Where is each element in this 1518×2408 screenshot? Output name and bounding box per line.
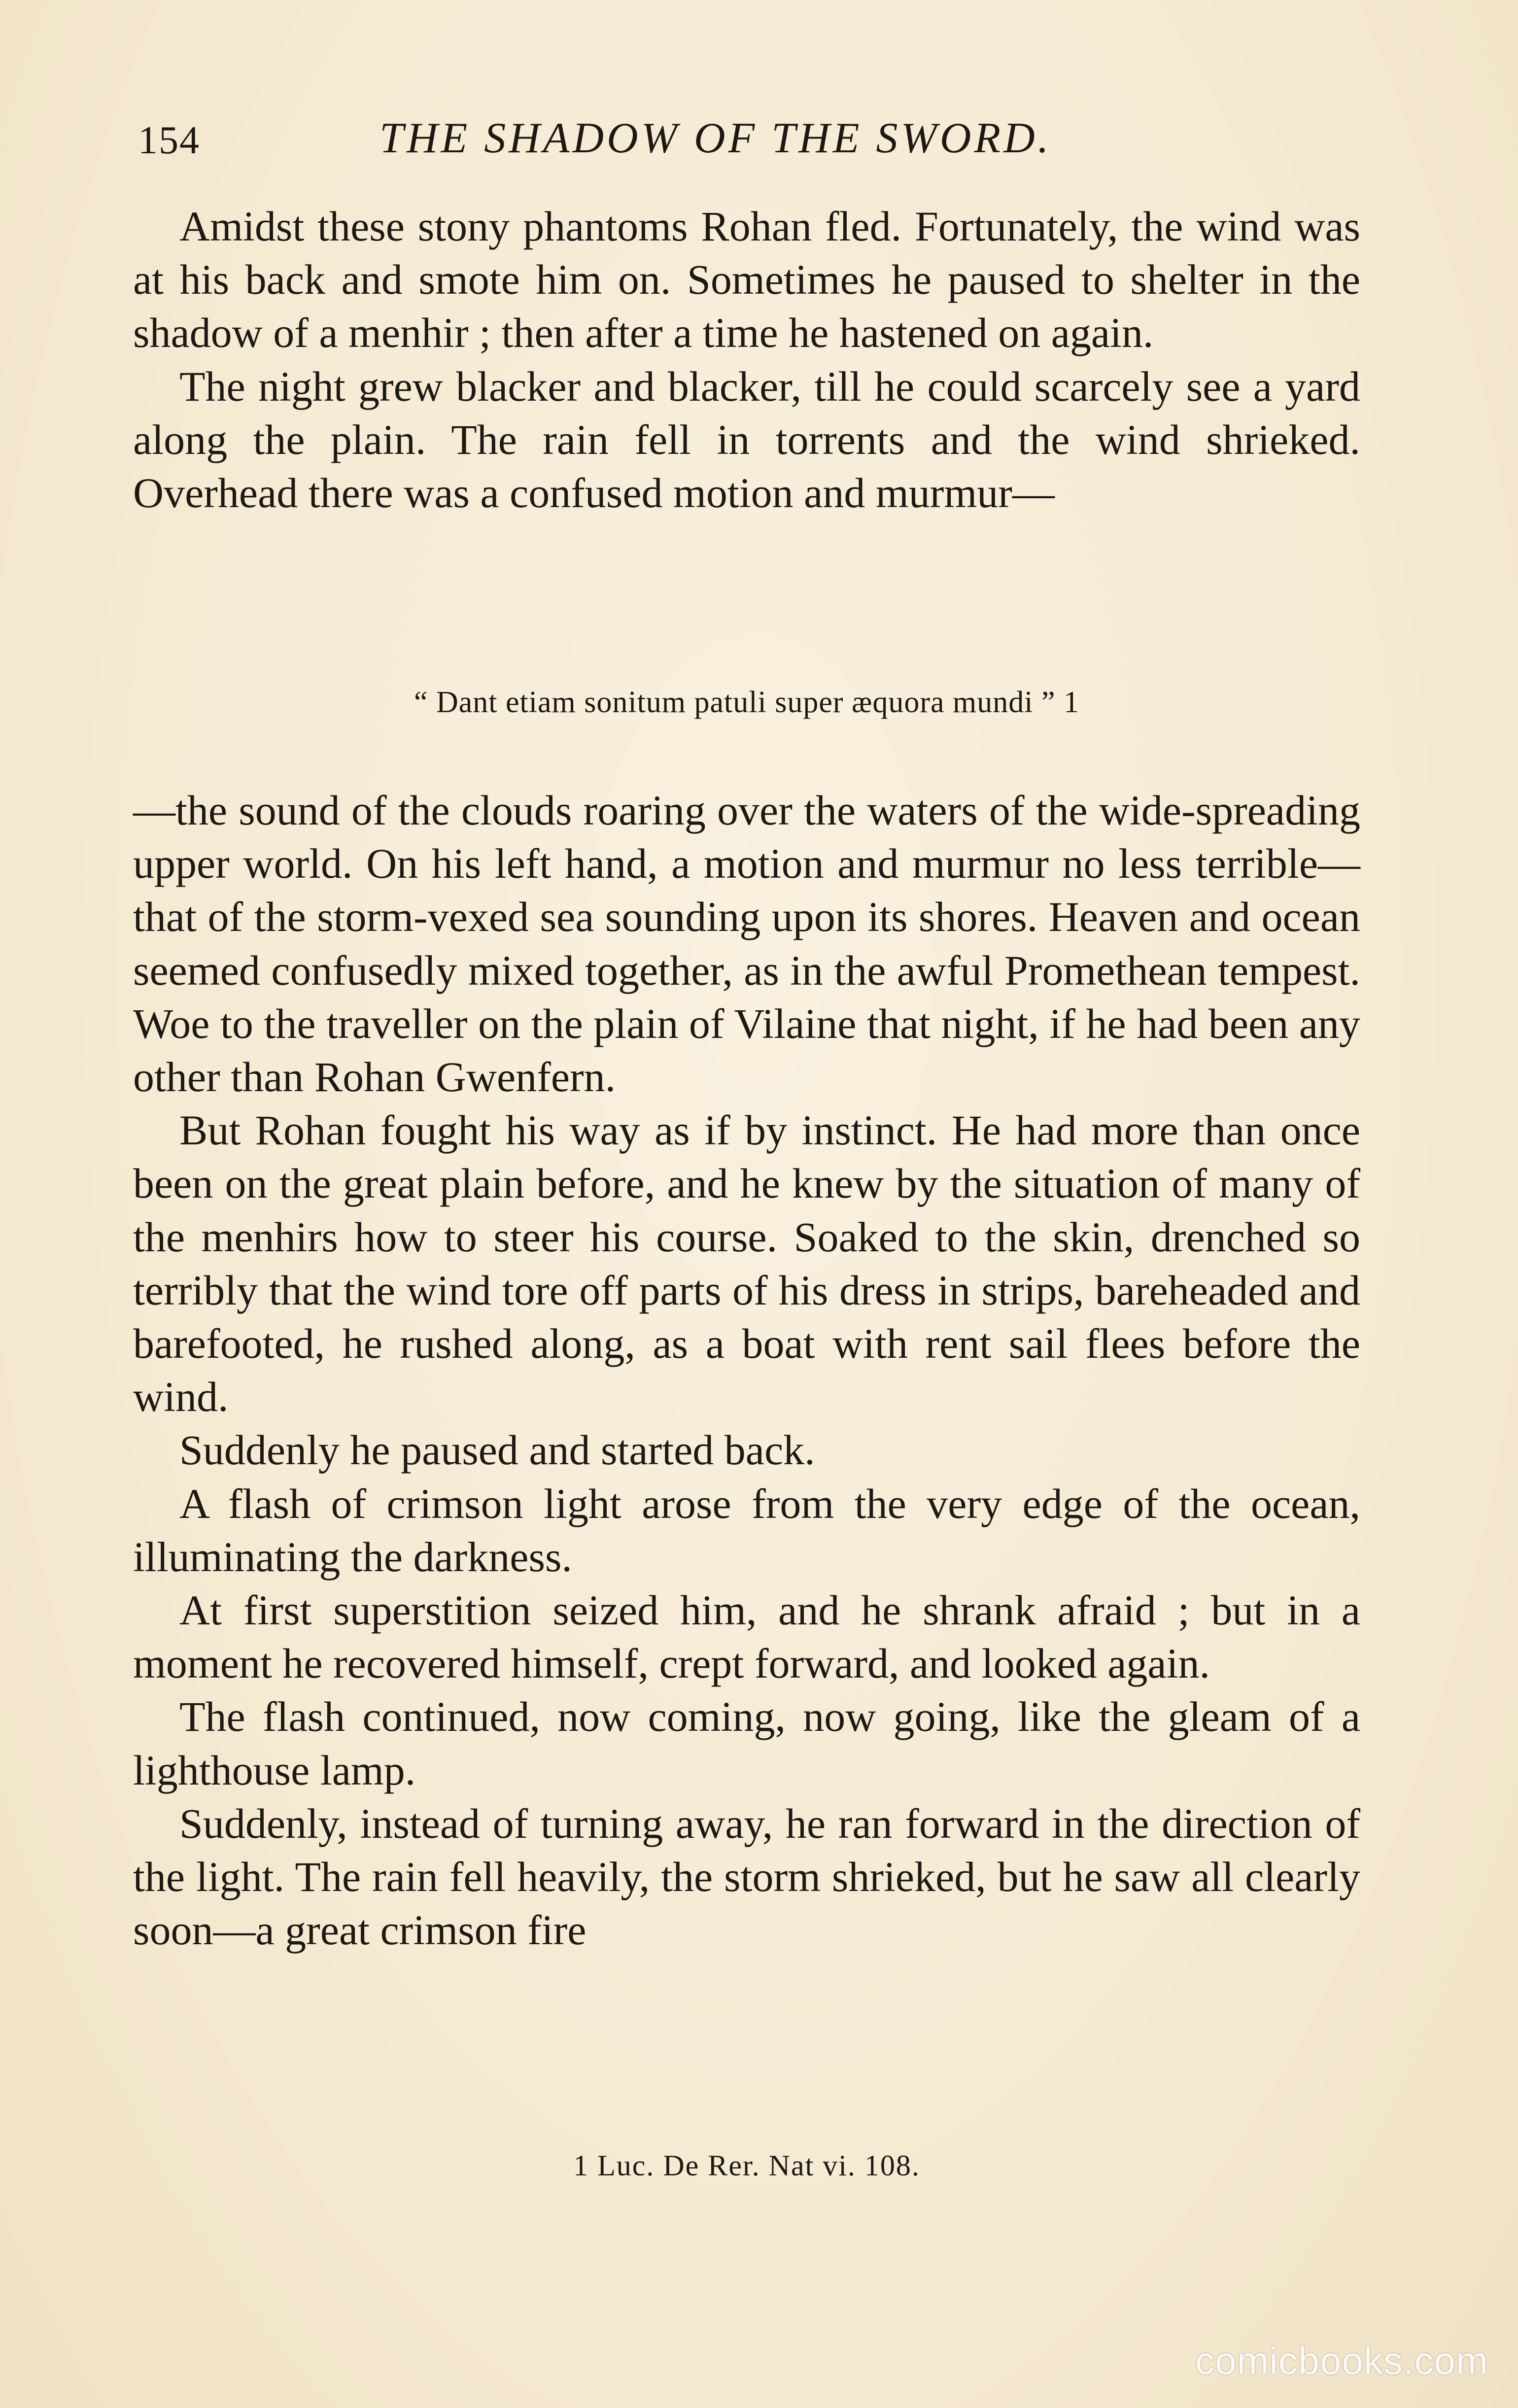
- paragraph: Suddenly he paused and started back.: [179, 1426, 815, 1474]
- paragraph: The flash continued, now coming, now going, like the gleam of a lighthouse lamp.: [133, 1693, 1360, 1794]
- page-number: 154: [138, 119, 200, 162]
- body-text-top: [133, 200, 1360, 519]
- paragraph: Suddenly, instead of turning away, he ran forward in the direction of the light. The rain fell heavily, the storm shrieked, but he saw all clearly soon—a great crimson fire: [133, 1799, 1360, 1954]
- paragraph: A flash of crimson light arose from the very edge of the ocean, illuminating the darkness.: [133, 1479, 1360, 1581]
- footnote: 1 Luc. De Rer. Nat vi. 108.: [573, 2149, 920, 2182]
- paragraph: But Rohan fought his way as if by instinct. He had more than once been on the great plain before, and he knew by the situation of many of the menhirs how to steer his course. Soaked to the skin, drenched so terribly that the wind tore off parts of his dress in strips, bareheaded and barefooted, he rushed along, as a boat with rent sail flees before the wind.: [133, 1106, 1360, 1421]
- latin-quote: “ Dant etiam sonitum patuli super æquora mundi ” 1: [414, 686, 1080, 719]
- paragraph: The night grew blacker and blacker, till he could scarcely see a yard along the plain. The rain fell in torrents and the wind shrieked. Overhead there was a confused motion and murmur—: [133, 362, 1360, 517]
- paragraph: Amidst these stony phantoms Rohan fled. Fortunately, the wind was at his back and smote him on. Sometimes he paused to shelter in the shadow of a menhir ; then after a time he hastened on again.: [133, 203, 1360, 357]
- paragraph: At first superstition seized him, and he shrank afraid ; but in a moment he recovered himself, crept forward, and looked again.: [133, 1586, 1360, 1687]
- page-header: [133, 108, 1360, 172]
- paragraph: —the sound of the clouds roaring over the waters of the wide-spreading upper world. On his left hand, a motion and murmur no less terrible—that of the storm-vexed sea sounding upon its shores. Heaven and ocean seemed confusedly mixed together, as in the awful Promethean tempest. Woe to the traveller on the plain of Vilaine that night, if he had been any other than Rohan Gwenfern.: [133, 787, 1360, 1101]
- watermark: comicbooks.com: [1195, 2339, 1488, 2382]
- body-text-bottom: [133, 784, 1360, 1957]
- running-title: THE SHADOW OF THE SWORD.: [380, 114, 1052, 162]
